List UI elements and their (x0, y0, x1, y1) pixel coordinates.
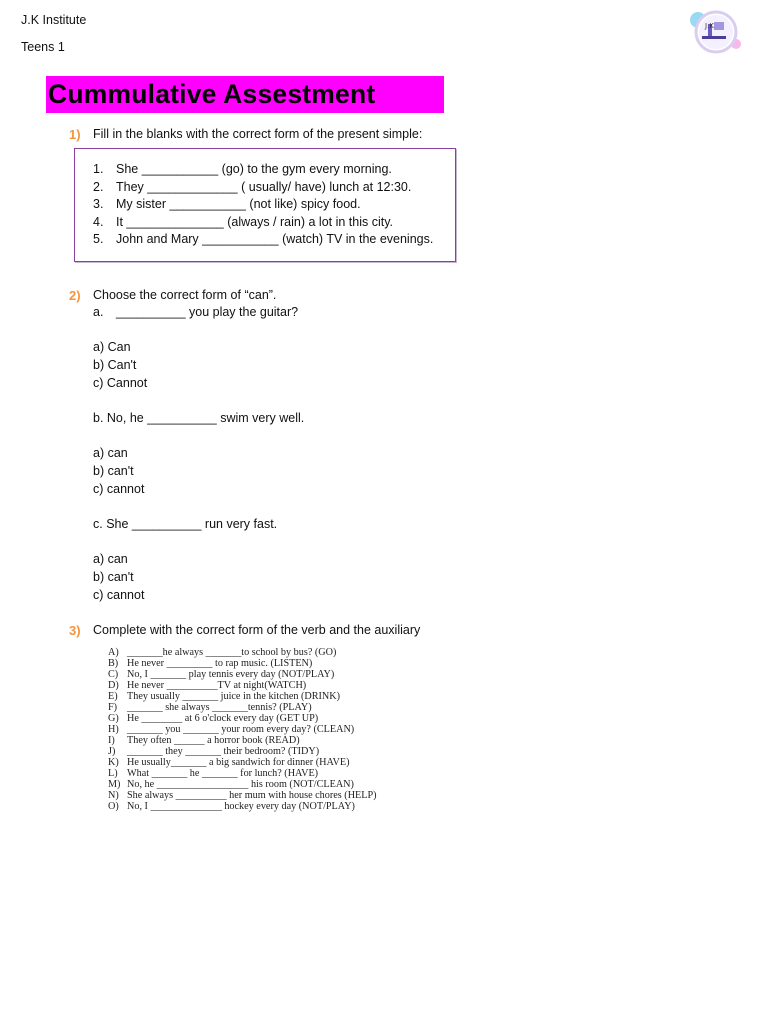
q3-exercise-list (108, 647, 377, 812)
q3-line-text: No, I ______________ hockey every day (NOT/PLAY) (127, 801, 355, 812)
q2c-option: b) can't (93, 570, 134, 584)
q3-line (108, 790, 377, 801)
question-3-instruction: Complete with the correct form of the verb and the auxiliary (93, 623, 421, 637)
q1-item-number: 2. (93, 180, 104, 194)
q3-line (108, 746, 377, 757)
q3-line-text: _______he always _______to school by bus? (GO) (127, 647, 337, 658)
q3-line (108, 658, 377, 669)
q1-item-text: They _____________ ( usually/ have) lunch at 12:30. (116, 180, 412, 194)
q3-line-text: What _______ he _______ for lunch? (HAVE) (127, 768, 319, 779)
q3-line-text: She always __________ her mum with house chores (HELP) (127, 790, 377, 801)
q3-line (108, 757, 377, 768)
q3-line-text: They usually _______ juice in the kitchen (DRINK) (127, 691, 341, 702)
q1-item (93, 215, 393, 229)
q3-line-letter: C) (108, 669, 119, 680)
q2b-option: b) can't (93, 464, 134, 478)
q3-line-letter: K) (108, 757, 119, 768)
q2b-option: a) can (93, 446, 128, 460)
q3-line-letter: G) (108, 713, 119, 724)
page-title: Cummulative Assestment (46, 76, 444, 113)
q3-line-letter: J) (108, 746, 116, 757)
q3-line-text: No, I _______ play tennis every day (NOT/PLAY) (127, 669, 335, 680)
q3-line-text: _______ they _______ their bedroom? (TIDY) (127, 746, 320, 757)
q3-line-text: He usually_______ a big sandwich for dinner (HAVE) (127, 757, 350, 768)
q3-line (108, 779, 377, 790)
question-1-number: 1) (69, 127, 81, 142)
q1-item (93, 197, 361, 211)
q3-line-letter: E) (108, 691, 118, 702)
q2a-question: __________ you play the guitar? (116, 305, 299, 319)
q3-line-letter: I) (108, 735, 115, 746)
q3-line-text: _______ she always _______tennis? (PLAY) (127, 702, 312, 713)
q2c-option: c) cannot (93, 588, 145, 602)
q1-item-number: 5. (93, 232, 104, 246)
q2c-question: c. She __________ run very fast. (93, 517, 278, 531)
q3-line (108, 691, 377, 702)
q2a-option: b) Can't (93, 358, 137, 372)
q3-line-letter: L) (108, 768, 118, 779)
question-1-instruction: Fill in the blanks with the correct form of the present simple: (93, 127, 423, 141)
q3-line (108, 713, 377, 724)
q3-line (108, 680, 377, 691)
question-3-number: 3) (69, 623, 81, 638)
q2c-option: a) can (93, 552, 128, 566)
q3-line (108, 647, 377, 658)
q2b-question: b. No, he __________ swim very well. (93, 411, 305, 425)
svg-text:J.K: J.K (705, 22, 714, 30)
q1-item-text: It ______________ (always / rain) a lot in this city. (116, 215, 394, 229)
q1-item (93, 232, 433, 246)
q3-line-letter: A) (108, 647, 119, 658)
q3-line-letter: H) (108, 724, 119, 735)
q1-item-text: She ___________ (go) to the gym every morning. (116, 162, 392, 176)
q3-line-letter: O) (108, 801, 119, 812)
q3-line-letter: M) (108, 779, 121, 790)
q3-line-text: _______ you _______ your room every day? (CLEAN) (127, 724, 355, 735)
institute-name: J.K Institute (21, 13, 87, 27)
q1-item (93, 162, 392, 176)
q3-line (108, 724, 377, 735)
q2a-option: c) Cannot (93, 376, 148, 390)
q1-item-number: 1. (93, 162, 104, 176)
q3-line (108, 669, 377, 680)
q3-line (108, 768, 377, 779)
q3-line-letter: B) (108, 658, 119, 669)
q2a-option: a) Can (93, 340, 131, 354)
class-level: Teens 1 (21, 40, 65, 54)
q3-line (108, 735, 377, 746)
q3-line-text: He never __________TV at night(WATCH) (127, 680, 307, 691)
q3-line-text: He never _________ to rap music. (LISTEN) (127, 658, 313, 669)
q3-line (108, 702, 377, 713)
q1-item-number: 4. (93, 215, 104, 229)
q3-line-text: He ________ at 6 o'clock every day (GET UP) (127, 713, 319, 724)
question-2-instruction: Choose the correct form of “can”. (93, 288, 277, 302)
q2a-letter: a. (93, 305, 104, 319)
q3-line-text: No, he __________________ his room (NOT/CLEAN) (127, 779, 354, 790)
q1-item-text: My sister ___________ (not like) spicy food. (116, 197, 361, 211)
q3-line-letter: D) (108, 680, 119, 691)
q3-line-letter: N) (108, 790, 119, 801)
q3-line (108, 801, 377, 812)
institute-logo-icon (688, 8, 736, 52)
q3-line-text: They often ______ a horror book (READ) (127, 735, 300, 746)
q2b-option: c) cannot (93, 482, 145, 496)
q1-item (93, 180, 411, 194)
q1-item-number: 3. (93, 197, 104, 211)
q1-item-text: John and Mary ___________ (watch) TV in the evenings. (116, 232, 434, 246)
q3-line-letter: F) (108, 702, 118, 713)
question-2-number: 2) (69, 288, 81, 303)
